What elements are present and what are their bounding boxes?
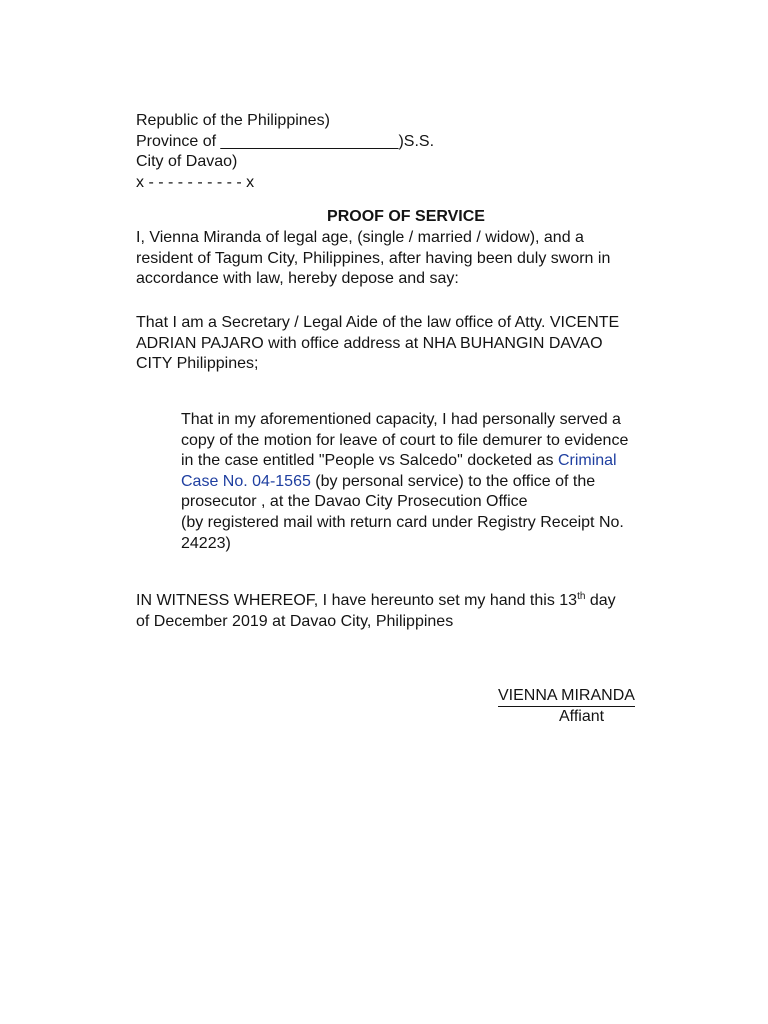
caption-separator: x - - - - - - - - - - x [136, 173, 255, 191]
paragraph-line: ADRIAN PAJARO with office address at NHA BUHANGIN DAVAO [136, 334, 603, 352]
intro-line: I, Vienna Miranda of legal age, (single / married / widow), and a [136, 229, 584, 246]
paragraph-line [181, 472, 628, 493]
case-number-link[interactable]: Criminal [557, 452, 617, 470]
paragraph-line: (by registered mail with return card under Registry Receipt No. [181, 513, 624, 531]
paragraph-line: prosecutor , at the Davao City Prosecution Office [181, 493, 528, 511]
caption-city: City of Davao) [136, 153, 238, 170]
ordinal-suffix: th [577, 591, 586, 602]
witness-text: IN WITNESS WHEREOF, I have hereunto set my hand this 13 [136, 592, 578, 609]
paragraph-line: of December 2019 at Davao City, Philippines [136, 612, 454, 630]
signatory-label: Affiant [559, 708, 605, 725]
intro-line: accordance with law, hereby depose and say: [136, 270, 459, 288]
document-title: PROOF OF SERVICE [327, 208, 485, 225]
case-caption-text: in the case entitled "People vs Salcedo" docketed as [181, 452, 558, 470]
service-method-text: (by personal service) to the office of the [310, 472, 596, 490]
witness-paragraph [136, 591, 616, 632]
affiant-position-paragraph [136, 313, 619, 375]
signatory-name: VIENNA MIRANDA [498, 686, 635, 707]
service-paragraph [181, 410, 628, 554]
paragraph-line: That I am a Secretary / Legal Aide of the law office of Atty. VICENTE [136, 314, 620, 331]
witness-text: day [585, 592, 616, 609]
paragraph-line: CITY Philippines; [136, 355, 259, 373]
paragraph-line: That in my aforementioned capacity, I had personally served a [181, 411, 621, 428]
intro-line: resident of Tagum City, Philippines, after having been duly sworn in [136, 249, 611, 267]
caption-province: Province of ____________________)S.S. [136, 132, 435, 150]
paragraph-line: copy of the motion for leave of court to file demurer to evidence [181, 431, 629, 449]
paragraph-line [181, 451, 628, 472]
caption-header [136, 111, 434, 193]
paragraph-line: 24223) [181, 534, 231, 552]
intro-paragraph [136, 228, 610, 290]
caption-country: Republic of the Philippines) [136, 112, 330, 129]
paragraph-line [136, 591, 616, 612]
case-number-link[interactable]: Case No. 04-1565 [181, 472, 311, 490]
